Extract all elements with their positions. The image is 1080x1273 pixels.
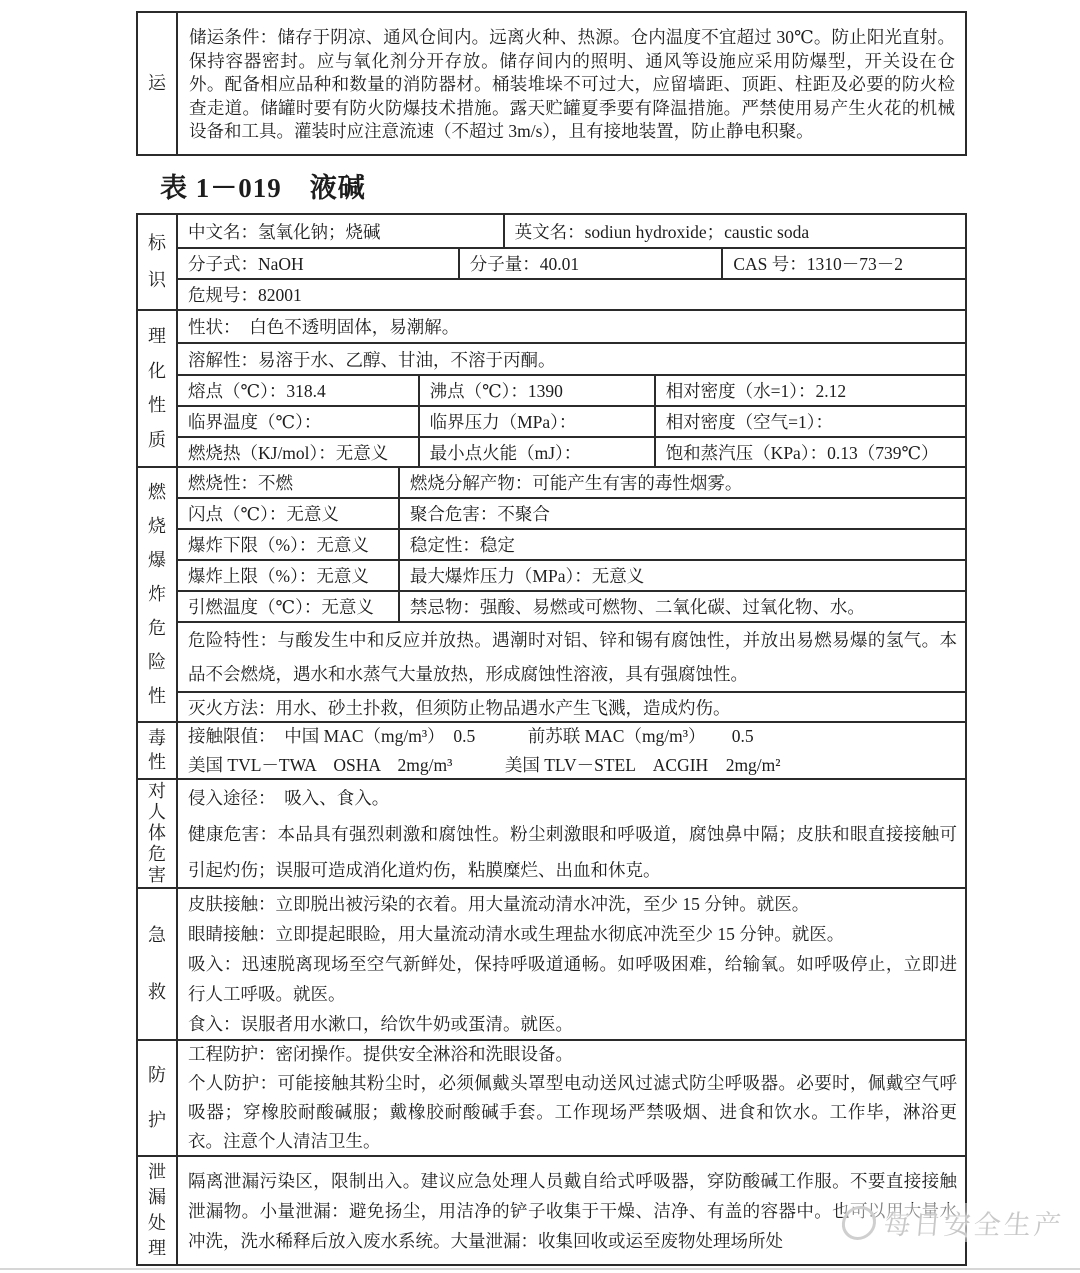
section-health-hazard — [138, 780, 965, 889]
section-toxicity — [138, 723, 965, 780]
row-flash-point — [178, 499, 965, 530]
cell-appearance: 性状： 白色不透明固体，易潮解。 — [188, 317, 460, 337]
page-cut-line — [0, 1268, 1080, 1270]
cell-flash-point: 闪点（℃）：无意义 — [178, 499, 400, 528]
section-identification — [138, 215, 965, 311]
exposure-limits-line2: 美国 TVL－TWA OSHA 2mg/m³ 美国 TLV－STEL ACGIH 2mg/m² — [188, 754, 781, 775]
cell-hazard-number: 危规号：82001 — [188, 285, 302, 305]
physicochemical-label: 理 化 性 质 — [138, 311, 178, 466]
cell-relative-density-water: 相对密度（水=1）：2.12 — [665, 381, 847, 401]
protection-label: 防 护 — [138, 1041, 178, 1155]
row-fire-fighting — [178, 693, 965, 721]
cell-first-aid — [178, 889, 965, 1039]
row-ignition-temperature — [178, 592, 965, 623]
storage-conditions-text: 储运条件：储存于阴凉、通风仓间内。远离火种、热源。仓内温度不宜超过 30℃。防止阳光直射。保持容器密封。应与氧化剂分开存放。储存间内的照明、通风等设施应采用防爆型，开关设在仓外。配备相应品种和数量的消防器材。桶装堆垛不可过大，应留墙距、顶距、柱距及必要的防火检查走道。储罐时要有防火防爆技术措施。露天贮罐夏季要有降温措施。严禁使用易产生火花的机械设备和工具。灌装时应注意流速（不超过 3m/s），且有接地装置，防止静电积聚。 — [189, 27, 955, 142]
row-health-hazard — [178, 780, 965, 887]
cell-polymerization-hazard: 聚合危害：不聚合 — [409, 504, 550, 524]
spill-response-text: 隔离泄漏污染区，限制出入。建议应急处理人员戴自给式呼吸器，穿防酸碱工作服。不要直接接触泄漏物。小量泄漏：避免扬尘，用洁净的铲子收集于干燥、洁净、有盖的容器中。也可以用大量水冲洗，洗水稀释后放入废水系统。大量泄漏：收集回收或运至废物处理场所处 — [188, 1170, 957, 1251]
row-hazard-characteristics — [178, 623, 965, 693]
section-protection — [138, 1041, 965, 1157]
row-first-aid — [178, 889, 965, 1039]
cell-health-hazard — [178, 780, 965, 887]
cell-flammability: 燃烧性：不燃 — [178, 468, 400, 497]
cell-relative-density-air: 相对密度（空气=1）： — [665, 412, 834, 432]
cell-molecular-weight: 分子量：40.01 — [460, 249, 724, 278]
cell-stability: 稳定性：稳定 — [409, 535, 515, 555]
storage-row-label — [138, 13, 178, 154]
health-effects: 健康危害：本品具有强烈刺激和腐蚀性。粉尘刺激眼和呼吸道，腐蚀鼻中隔；皮肤和眼直接接触可引起灼伤；误服可造成消化道灼伤，粘膜糜烂、出血和休克。 — [188, 823, 957, 880]
routes-of-entry: 侵入途径： 吸入、食入。 — [188, 787, 390, 808]
first-aid-inhalation: 吸入：迅速脱离现场至空气新鲜处，保持呼吸道通畅。如呼吸困难，给输氧。如呼吸停止，立即进行人工呼吸。就医。 — [188, 954, 957, 1004]
cell-saturated-vapor-pressure: 饱和蒸汽压（KPa）：0.13（739℃） — [665, 442, 939, 463]
first-aid-skin-contact: 皮肤接触：立即脱出被污染的衣着。用大量流动清水冲洗，至少 15 分钟。就医。 — [188, 894, 810, 914]
fire-explosion-label: 燃 烧 爆 炸 危 险 性 — [138, 468, 178, 721]
first-aid-ingestion: 食入：误服者用水漱口，给饮牛奶或蛋清。就医。 — [188, 1014, 573, 1034]
toxicity-label: 毒 性 — [138, 723, 178, 778]
cell-critical-pressure: 临界压力（MPa）： — [420, 407, 656, 436]
cell-fire-fighting-method: 灭火方法：用水、砂土扑救，但须防止物品遇水产生飞溅，造成灼伤。 — [188, 697, 731, 718]
first-aid-label: 急 救 — [138, 889, 178, 1039]
cell-hazard-characteristics: 危险特性：与酸发生中和反应并放热。遇潮时对铝、锌和锡有腐蚀性，并放出易燃易爆的氢气。本品不会燃烧，遇水和水蒸气大量放热，形成腐蚀性溶液，具有强腐蚀性。 — [188, 630, 957, 684]
cell-cas-number: CAS 号：1310－73－2 — [733, 254, 904, 274]
section-physicochemical — [138, 311, 965, 468]
cell-chinese-name: 中文名：氢氧化钠；烧碱 — [178, 215, 505, 247]
cell-ignition-temperature: 引燃温度（℃）：无意义 — [178, 592, 400, 621]
watermark — [840, 1203, 1065, 1242]
cell-critical-temperature: 临界温度（℃）： — [178, 407, 420, 436]
identification-label: 标 识 — [138, 215, 178, 309]
storage-row-label-text: 运 — [148, 73, 166, 94]
exposure-limits-line1: 接触限值： 中国 MAC（mg/m³） 0.5 前苏联 MAC（mg/m³） 0.5 — [188, 725, 754, 746]
row-melting-boiling — [178, 376, 965, 407]
spill-response-label: 泄 漏 处 理 — [138, 1157, 178, 1264]
cell-min-ignition-energy: 最小点火能（mJ）： — [420, 438, 656, 466]
cell-solubility: 溶解性：易溶于水、乙醇、甘油，不溶于丙酮。 — [188, 349, 556, 370]
section-spill-response — [138, 1157, 965, 1264]
storage-transport-table — [136, 11, 967, 156]
row-exposure-limits — [178, 723, 965, 778]
personal-protection: 个人防护：可能接触其粉尘时，必须佩戴头罩型电动送风过滤式防尘呼吸器。必要时，佩戴空气呼吸器；穿橡胶耐酸碱服；戴橡胶耐酸碱手套。工作现场严禁吸烟、进食和饮水。工作毕，淋浴更衣。注意个人清洁卫生。 — [188, 1073, 957, 1151]
section-first-aid — [138, 889, 965, 1041]
cell-incompatibilities: 禁忌物：强酸、易燃或可燃物、二氧化碳、过氧化物、水。 — [409, 597, 865, 617]
cell-exposure-limits — [178, 723, 965, 778]
first-aid-eye-contact: 眼睛接触：立即提起眼睑，用大量流动清水或生理盐水彻底冲洗至少 15 分钟。就医。 — [188, 924, 845, 944]
row-names — [178, 215, 965, 249]
health-hazard-label: 对 人 体 危 害 — [138, 780, 178, 887]
row-hazard-number — [178, 280, 965, 309]
watermark-logo-icon — [841, 1206, 878, 1240]
row-formula — [178, 249, 965, 280]
cell-explosion-lower-limit: 爆炸下限（%）：无意义 — [178, 530, 400, 559]
table-title: 表 1－019 液碱 — [160, 173, 366, 203]
row-explosion-lower — [178, 530, 965, 561]
cell-boiling-point: 沸点（℃）：1390 — [420, 376, 656, 405]
cell-molecular-formula: 分子式：NaOH — [178, 249, 460, 278]
cell-protection — [178, 1041, 965, 1155]
cell-melting-point: 熔点（℃）：318.4 — [178, 376, 420, 405]
row-explosion-upper — [178, 561, 965, 592]
storage-conditions-cell — [178, 13, 965, 154]
row-flammability — [178, 468, 965, 499]
row-protection — [178, 1041, 965, 1155]
row-combustion — [178, 438, 965, 466]
cell-explosion-upper-limit: 爆炸上限（%）：无意义 — [178, 561, 400, 590]
cell-max-explosion-pressure: 最大爆炸压力（MPa）：无意义 — [409, 566, 645, 586]
msds-table — [136, 213, 967, 1266]
cell-combustion-heat: 燃烧热（KJ/mol）：无意义 — [178, 438, 420, 466]
cell-decomposition-products: 燃烧分解产物：可能产生有害的毒性烟雾。 — [409, 473, 743, 493]
cell-english-name: 英文名：sodiun hydroxide；caustic soda — [514, 221, 810, 242]
row-appearance — [178, 311, 965, 344]
watermark-text: 每日安全生产 — [882, 1210, 1066, 1240]
engineering-protection: 工程防护：密闭操作。提供安全淋浴和洗眼设备。 — [188, 1044, 573, 1064]
row-solubility — [178, 344, 965, 376]
row-critical — [178, 407, 965, 438]
section-fire-explosion — [138, 468, 965, 723]
